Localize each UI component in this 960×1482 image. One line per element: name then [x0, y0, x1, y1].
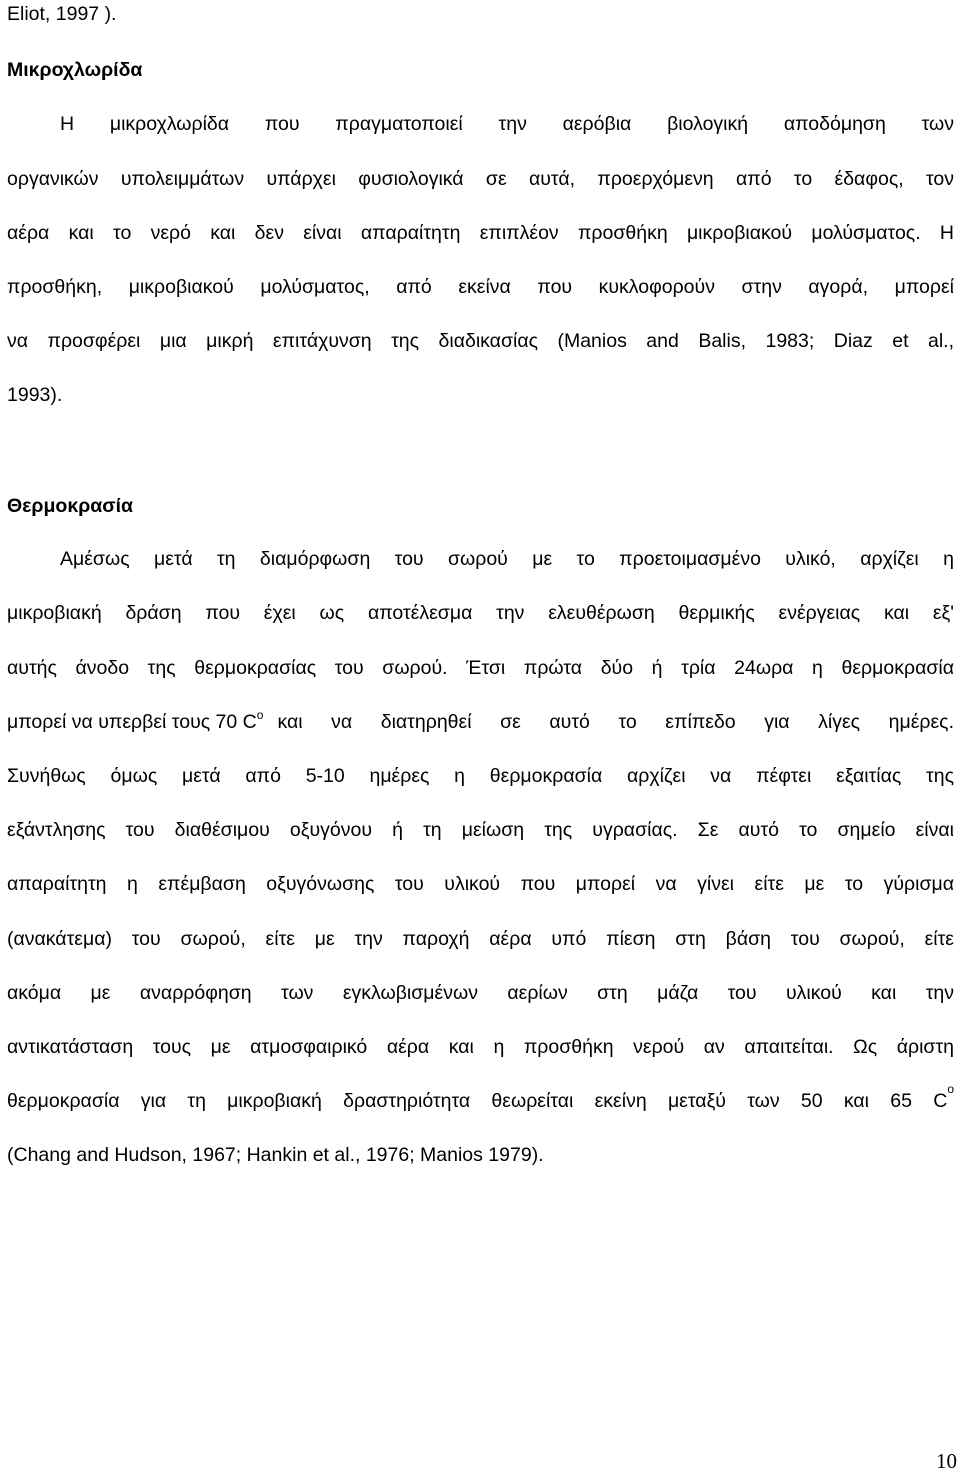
- text-line: να προσφέρει μια μικρή επιτάχυνση της διαδικασίας (Manios and Balis, 1983; Diaz et al.,: [7, 330, 954, 352]
- text-segment: θερμοκρασία για τη μικροβιακή δραστηριότητα θεωρείται εκείνη μεταξύ των 50 και 65 C: [7, 1090, 948, 1112]
- text-line-with-degree: [7, 1082, 954, 1113]
- text-line: απαραίτητη η επέμβαση οξυγόνωσης του υλικού που μπορεί να γίνει είτε με το γύρισμα: [7, 873, 954, 895]
- text-line: προσθήκη, μικροβιακού μολύσματος, από εκείνα που κυκλοφορούν στην αγορά, μπορεί: [7, 276, 954, 298]
- text-line: (Chang and Hudson, 1967; Hankin et al., 1976; Manios 1979).: [7, 1144, 544, 1166]
- section-heading-microflora: Μικροχλωρίδα: [7, 59, 143, 81]
- text-line: Αμέσως μετά τη διαμόρφωση του σωρού με το προετοιμασμένο υλικό, αρχίζει η: [60, 548, 954, 570]
- text-line: (ανακάτεμα) του σωρού, είτε με την παροχή αέρα υπό πίεση στη βάση του σωρού, είτε: [7, 928, 954, 950]
- text-line: αυτής άνοδο της θερμοκρασίας του σωρού. Έτσι πρώτα δύο ή τρία 24ωρα η θερμοκρασία: [7, 657, 954, 679]
- text-segment: και να διατηρηθεί σε αυτό το επίπεδο για λίγες ημέρες.: [277, 711, 954, 733]
- degree-superscript: o: [947, 1082, 954, 1096]
- text-line-with-degree: [7, 710, 954, 734]
- text-line: ακόμα με αναρρόφηση των εγκλωβισμένων αερίων στη μάζα του υλικού και την: [7, 982, 954, 1004]
- text-line: αέρα και το νερό και δεν είναι απαραίτητη επιπλέον προσθήκη μικροβιακού μολύσματος. Η: [7, 222, 954, 244]
- text-line: Η μικροχλωρίδα που πραγματοποιεί την αερόβια βιολογική αποδόμηση των: [60, 113, 954, 135]
- text-segment: μπορεί να υπερβεί τους 70 $C^o$: [7, 708, 264, 733]
- text-line: οργανικών υπολειμμάτων υπάρχει φυσιολογικά σε αυτά, προερχόμενη από το έδαφος, τον: [7, 168, 954, 190]
- text-line: εξάντλησης του διαθέσιμου οξυγόνου ή τη μείωση της υγρασίας. Σε αυτό το σημείο είναι: [7, 819, 954, 841]
- top-fragment: Eliot, 1997 ).: [7, 3, 117, 25]
- text-line: μικροβιακή δράση που έχει ως αποτέλεσμα την ελευθέρωση θερμικής ενέργειας και εξ': [7, 602, 954, 624]
- degree-superscript: o: [256, 708, 264, 722]
- text-line: Συνήθως όμως μετά από 5-10 ημέρες η θερμοκρασία αρχίζει να πέφτει εξαιτίας της: [7, 765, 954, 787]
- page-number: 10: [936, 1449, 957, 1473]
- section-heading-temperature: Θερμοκρασία: [7, 495, 133, 517]
- text-line: 1993).: [7, 384, 63, 406]
- text-line: αντικατάσταση τους με ατμοσφαιρικό αέρα και η προσθήκη νερού αν απαιτείται. Ως άριστη: [7, 1036, 954, 1058]
